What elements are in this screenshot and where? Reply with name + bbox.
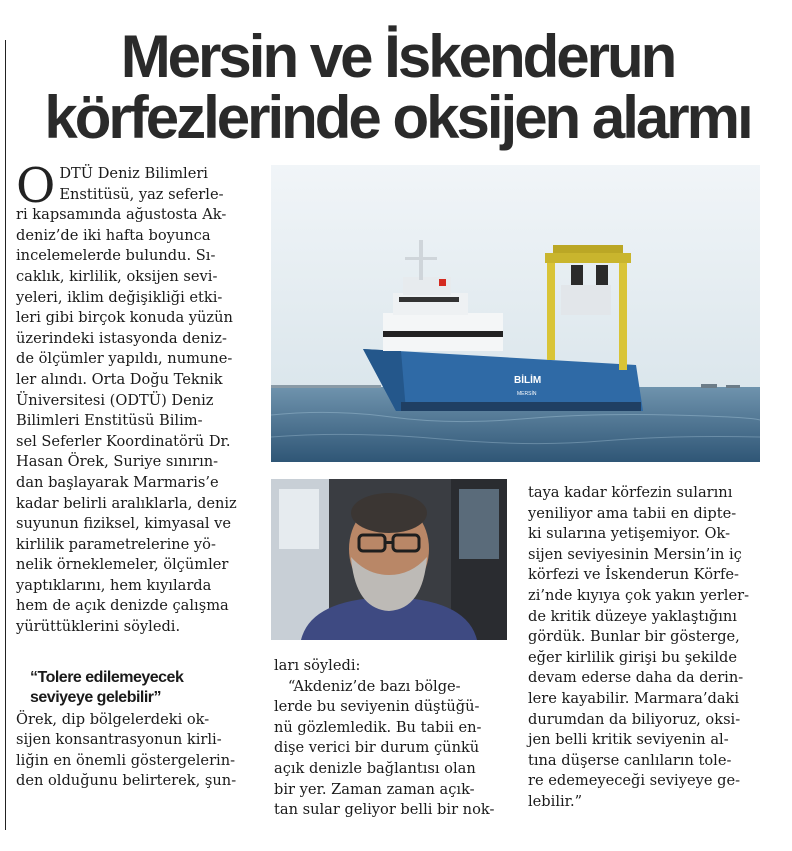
headline-line-1: Mersin ve İskenderun: [120, 23, 675, 90]
column-rule: [5, 40, 6, 830]
drop-cap: O: [16, 158, 56, 214]
ship-port: MERSİN: [517, 391, 537, 397]
subheading: “Tolere edilemeyecek seviyeye gelebilir”: [30, 668, 184, 706]
article-column-2: [274, 656, 507, 821]
headline-line-2: körfezlerinde oksijen alarmı: [44, 84, 751, 151]
quote-continuation: taya kadar körfezin sularını yeniliyor ama tabii en dipte- ki sularına yetişemiyor. Ok- sijen seviyesinin Mersin’in iç körfezi ve İskenderun Körfe- zi’nde kıyıya çok yakın yerler- de kritik düzeye yaklaştığını gördük. Bunlar bir gösterge, eğer kirlilik girişi bu şekilde devam ederse daha da derin- lere kayabilir. Marmara’daki durumdan da biliyoruz, oksi- jen belli kritik seviyenin al- tına düşerse canlıların tole- re edemeyeceği seviyeye ge- lebilir.”: [528, 484, 750, 810]
quote-paragraph: ları söyledi: “Akdeniz’de bazı bölge- lerde bu seviyenin düştüğü- nü gözlemledik. Bu tabii en- dişe verici bir durum çünkü açık denizle bağlantısı olan bir yer. Zaman zaman açık- tan sular geliyor belli bir nok-: [274, 657, 495, 819]
headline: [10, 23, 785, 151]
intro-paragraph: DTÜ Deniz Bilimleri Enstitüsü, yaz seferle- ri kapsamında ağustosta Ak- deniz’de iki hafta boyunca incelemelerde bulundu. Sı- caklık, kirlilik, oksijen sevi- yeleri, iklim değişikliği etki- leri gibi birçok konuda yüzün üzerindeki istasyonda deniz- de ölçümler yapıldı, numune- ler alındı. Orta Doğu Teknik Üniversitesi (ODTÜ) Deniz Bilimleri Enstitüsü Bilim- sel Seferler Koordinatörü Dr. Hasan Örek, Suriye sınırın- dan başlayarak Marmaris’e kadar belirli aralıklarla, deniz suyunun fiziksel, kimyasal ve kirlilik parametrelerine yö- nelik örneklemeler, ölçümler yaptıklarını, hem kıyılarda hem de açık denizde çalışma yürüttüklerini söyledi.: [16, 165, 237, 636]
quote-intro-paragraph: Örek, dip bölgelerdeki ok- sijen konsantrasyonun kirli- liğin en önemli göstergelerin- den olduğunu belirterek, şun-: [16, 710, 237, 790]
article-column-1: [16, 158, 252, 792]
portrait-photo: [271, 479, 507, 640]
research-ship-photo: [271, 165, 760, 462]
article-column-3: [528, 483, 761, 813]
ship-name: BİLİM: [514, 375, 542, 386]
